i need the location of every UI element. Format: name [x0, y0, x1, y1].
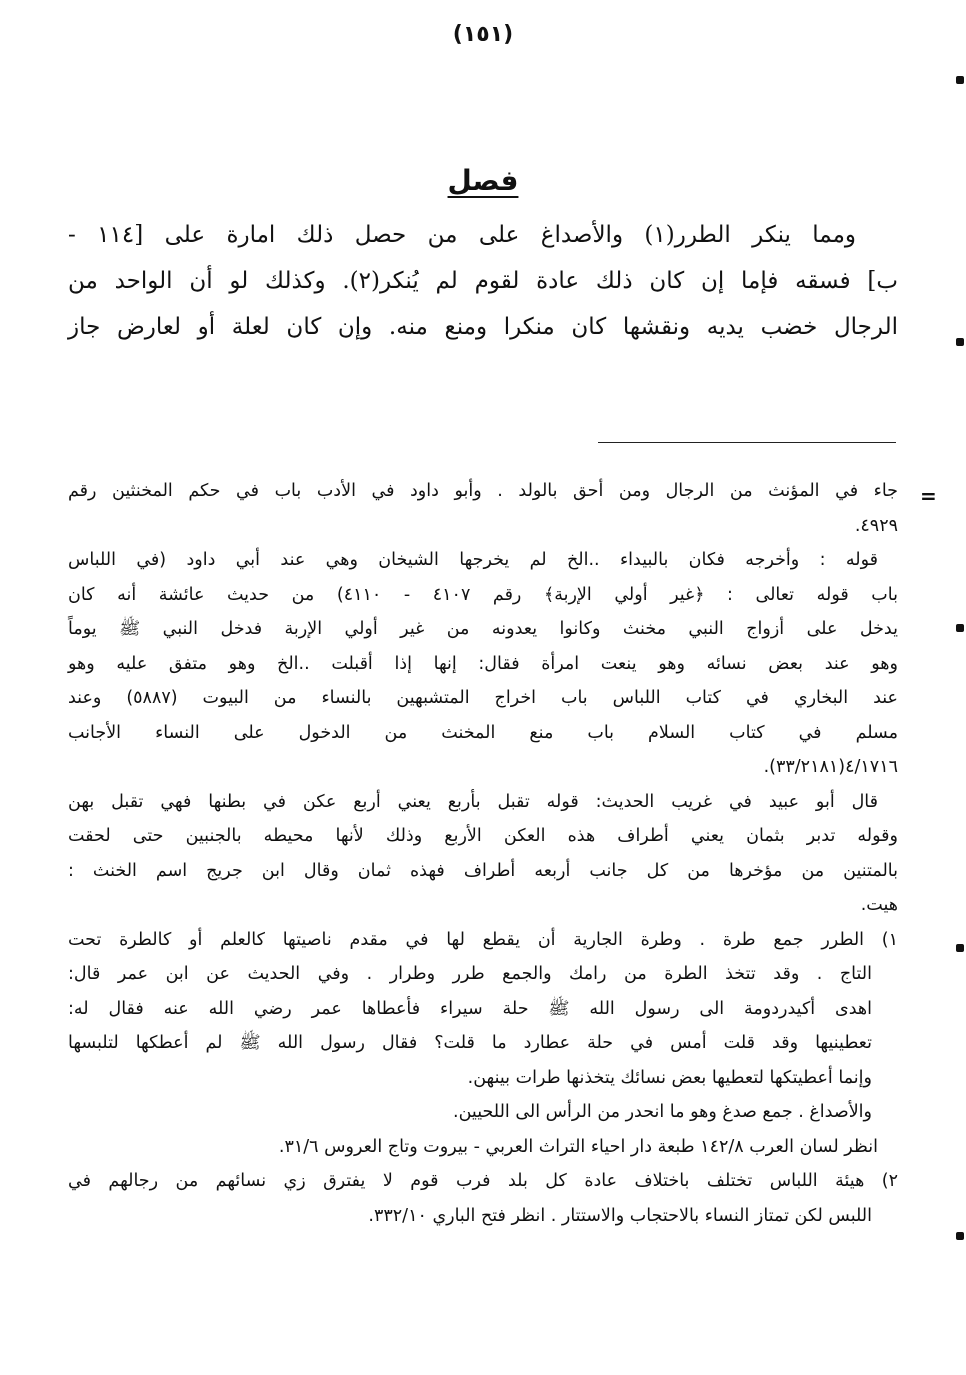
scan-edge-mark: [956, 624, 964, 632]
footnote-line: قوله : وأخرجه فكان بالبيداء ..الخ لم يخرجها الشيخان وهي عند أبي داود (في اللباس: [68, 550, 878, 570]
footnote-line: مسلم في كتاب السلام باب منع المخنث من الدخول على النساء الأجانب: [68, 722, 898, 743]
main-text: [68, 212, 898, 350]
footnote-separator: [598, 442, 896, 443]
footnote-line: يدخل على أزواج النبي مخنث وكانوا يعدونه من غير أولي الإربة فدخل النبي ﷺ يوماً: [68, 619, 898, 639]
section-title: فصل: [447, 164, 519, 197]
footnote-line: اللبس لكن تمتاز النساء بالاحتجاب والاستتار . انظر فتح الباري ٣٣٢/١٠.: [368, 1205, 872, 1226]
scan-edge-mark: [956, 76, 964, 84]
footnote-line: ٤/١٧١٦(٣٣/٢١٨١).: [763, 757, 898, 777]
footnote-line: وإنما أعطيتكها لتعطيها بعض نسائك يتخذنها طرات بينهن.: [467, 1067, 872, 1088]
footnote-line: والأصداغ . جمع صدغ وهو ما انحدر من الرأس الى اللحيين.: [453, 1102, 872, 1122]
main-text-line: الرجال خضب يديه ونقشها كان منكرا ومنع منه. وإن كان لعلة أو لعارض جاز: [68, 314, 898, 340]
footnote: [68, 785, 898, 923]
footnote-line: قال أبو عبيد في غريب الحديث: قوله تقبل بأربع يعني أربع عكن في بطنها فهي تقبل بهن: [68, 791, 878, 812]
footnote: [68, 1164, 898, 1233]
footnote-line: ٢) هيئة اللباس تختلف باختلاف عادة كل بلد فرب قوم لا يفترق زي نسائهم من رجالهم في: [68, 1171, 898, 1191]
footnotes: [68, 474, 898, 1233]
footnote-line: ٤٩٢٩.: [854, 515, 898, 536]
main-text-line: ب] فسقه فإما إن كان ذلك عادة لقوم لم يُنكر(٢). وكذلك لو أن الواحد من: [68, 268, 899, 294]
footnote-line: باب قوله تعالى : ﴿غير أولي الإربة﴾ رقم ٤١٠٧ - ٤١١٠) من حديث عائشة أنه كان: [68, 584, 898, 605]
footnote-line: تعطينيها وقد قلت أمس في حلة عطارد ما قلت؟ فقال رسول الله ﷺ لم أعطكها لتلبسها: [68, 1033, 872, 1053]
footnote-line: جاء في المؤنث من الرجال ومن أحق بالولد . وأبو داود في الأدب باب في حكم المخنثين رقم: [68, 481, 898, 501]
footnote: [68, 543, 898, 785]
footnote-line: وقوله تدبر بثمان يعني أطراف هذه العكن الأربع وذلك لأنها محيطه بالجنبين حتى لحقت: [68, 826, 898, 846]
footnote-line: بالمتنين من مؤخرها من كل جانب أربعه أطراف فهذه ثمان وقال ابن جريج اسم الخنث :: [68, 860, 898, 881]
scan-edge-mark: [956, 338, 964, 346]
footnote: [68, 923, 898, 1165]
footnote-line: هيت.: [860, 895, 898, 915]
continuation-mark: =: [920, 484, 937, 508]
main-text-line: ومما ينكر الطرر(١) والأصداغ على من حصل ذلك امارة على [١١٤ -: [68, 222, 857, 248]
scan-edge-mark: [956, 944, 964, 952]
page-number: (١٥١): [452, 22, 514, 47]
footnote-line: اهدى أكيدردومة الى رسول الله ﷺ حلة سيراء فأعطاها عمر رضي الله عنه فقال له:: [68, 998, 872, 1019]
footnote-line: عند البخاري في كتاب اللباس باب اخراج المتشبهين بالنساء من البيوت (٥٨٨٧) وعند: [68, 688, 898, 708]
footnote-line: وهو عند بعض نسائه وهو ينعت امرأة فقال: إنها إذا أقبلت ..الخ وهو متفق عليه وهو: [68, 653, 898, 674]
footnote-line: انظر لسان العرب ١٤٢/٨ طبعة دار احياء التراث العربي - بيروت وتاج العروس ٣١/٦.: [278, 1136, 878, 1157]
footnote-line: ١) الطرر جمع طرة . وطرة الجارية أن يقطع لها في مقدم ناصيتها كالعلم أو كالطرة تحت: [68, 929, 898, 950]
footnote-line: التاج . وقد تتخذ الطرة من رامك والجمع طرر وطرار . وفي الحديث عن ابن عمر قال:: [68, 964, 872, 984]
scan-edge-mark: [956, 1232, 964, 1240]
footnote: [68, 474, 898, 543]
